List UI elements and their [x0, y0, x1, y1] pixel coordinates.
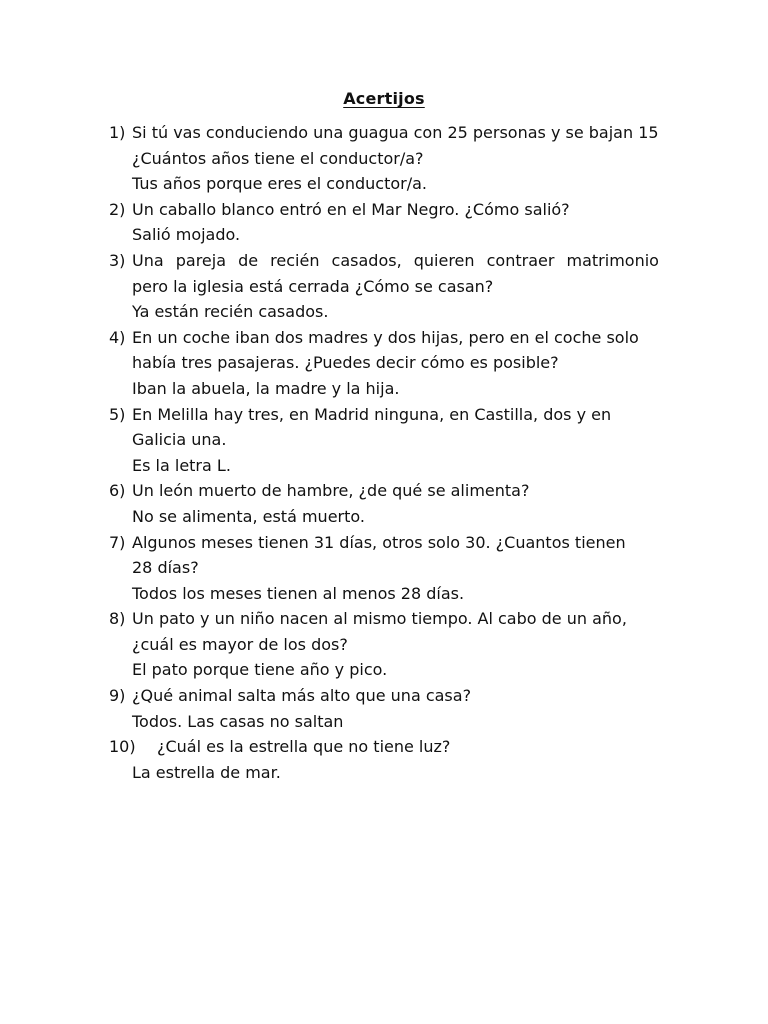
question-line: Algunos meses tienen 31 días, otros solo 30. ¿Cuantos tienen [132, 532, 626, 552]
word: quieren [413, 250, 475, 270]
word: contraer [486, 250, 555, 270]
riddle-number: 5) [109, 404, 126, 424]
riddle-number: 7) [109, 532, 126, 552]
question-line: En un coche iban dos madres y dos hijas, pero en el coche solo [132, 327, 639, 347]
answer-line: No se alimenta, está muerto. [132, 506, 365, 526]
riddle-number: 8) [109, 609, 126, 629]
word: matrimonio [566, 250, 659, 270]
riddle-item-7 [109, 530, 659, 607]
riddle-number: 6) [109, 481, 126, 501]
question-line: Galicia una. [132, 430, 227, 450]
question-line-justified [132, 248, 659, 274]
riddle-item-4 [109, 325, 659, 402]
riddle-item-2 [109, 197, 659, 248]
answer-line: El pato porque tiene año y pico. [132, 660, 388, 680]
question-line: pero la iglesia está cerrada ¿Cómo se casan? [132, 276, 494, 296]
riddle-item-5 [109, 402, 659, 479]
question-line: Un león muerto de hambre, ¿de qué se alimenta? [132, 481, 530, 501]
word: recién [270, 250, 320, 270]
question-line: 28 días? [132, 558, 199, 578]
riddle-list [109, 120, 659, 785]
riddle-number: 1) [109, 123, 126, 142]
answer-line: Todos los meses tienen al menos 28 días. [132, 583, 465, 603]
answer-line: Ya están recién casados. [132, 302, 329, 322]
page-title: Acertijos [343, 89, 425, 108]
question-line: ¿Cuántos años tiene el conductor/a? [132, 148, 424, 168]
riddle-item-3 [109, 248, 659, 325]
question-line: ¿cuál es mayor de los dos? [132, 634, 348, 654]
question-line: Un pato y un niño nacen al mismo tiempo. Al cabo de un año, [132, 609, 627, 629]
question-line: ¿Qué animal salta más alto que una casa? [132, 686, 472, 706]
riddle-number: 4) [109, 327, 126, 347]
question-line: había tres pasajeras. ¿Puedes decir cómo es posible? [132, 353, 559, 373]
answer-line: Todos. Las casas no saltan [132, 711, 344, 731]
riddle-number: 9) [109, 686, 126, 706]
question-line: En Melilla hay tres, en Madrid ninguna, en Castilla, dos y en [132, 404, 612, 424]
word: Una [132, 250, 164, 270]
answer-line: Es la letra L. [132, 455, 231, 475]
riddle-item-8 [109, 606, 659, 683]
riddle-number: 3) [109, 250, 126, 270]
word: de [238, 250, 259, 270]
riddle-number: 2) [109, 199, 126, 219]
riddle-number: 10) [109, 737, 136, 757]
question-line: ¿Cuál es la estrella que no tiene luz? [157, 737, 451, 757]
word: casados, [331, 250, 402, 270]
answer-line: Iban la abuela, la madre y la hija. [132, 378, 400, 398]
question-line: Si tú vas conduciendo una guagua con 25 personas y se bajan 15 [132, 123, 659, 142]
riddle-item-10 [109, 734, 659, 785]
question-line: Un caballo blanco entró en el Mar Negro. ¿Cómo salió? [132, 199, 570, 219]
word: pareja [175, 250, 227, 270]
answer-line: Tus años porque eres el conductor/a. [132, 174, 427, 194]
riddle-item-6 [109, 478, 659, 529]
answer-line: Salió mojado. [132, 225, 241, 245]
riddle-item-9 [109, 683, 659, 734]
answer-line: La estrella de mar. [132, 762, 281, 782]
riddle-item-1 [109, 120, 659, 197]
